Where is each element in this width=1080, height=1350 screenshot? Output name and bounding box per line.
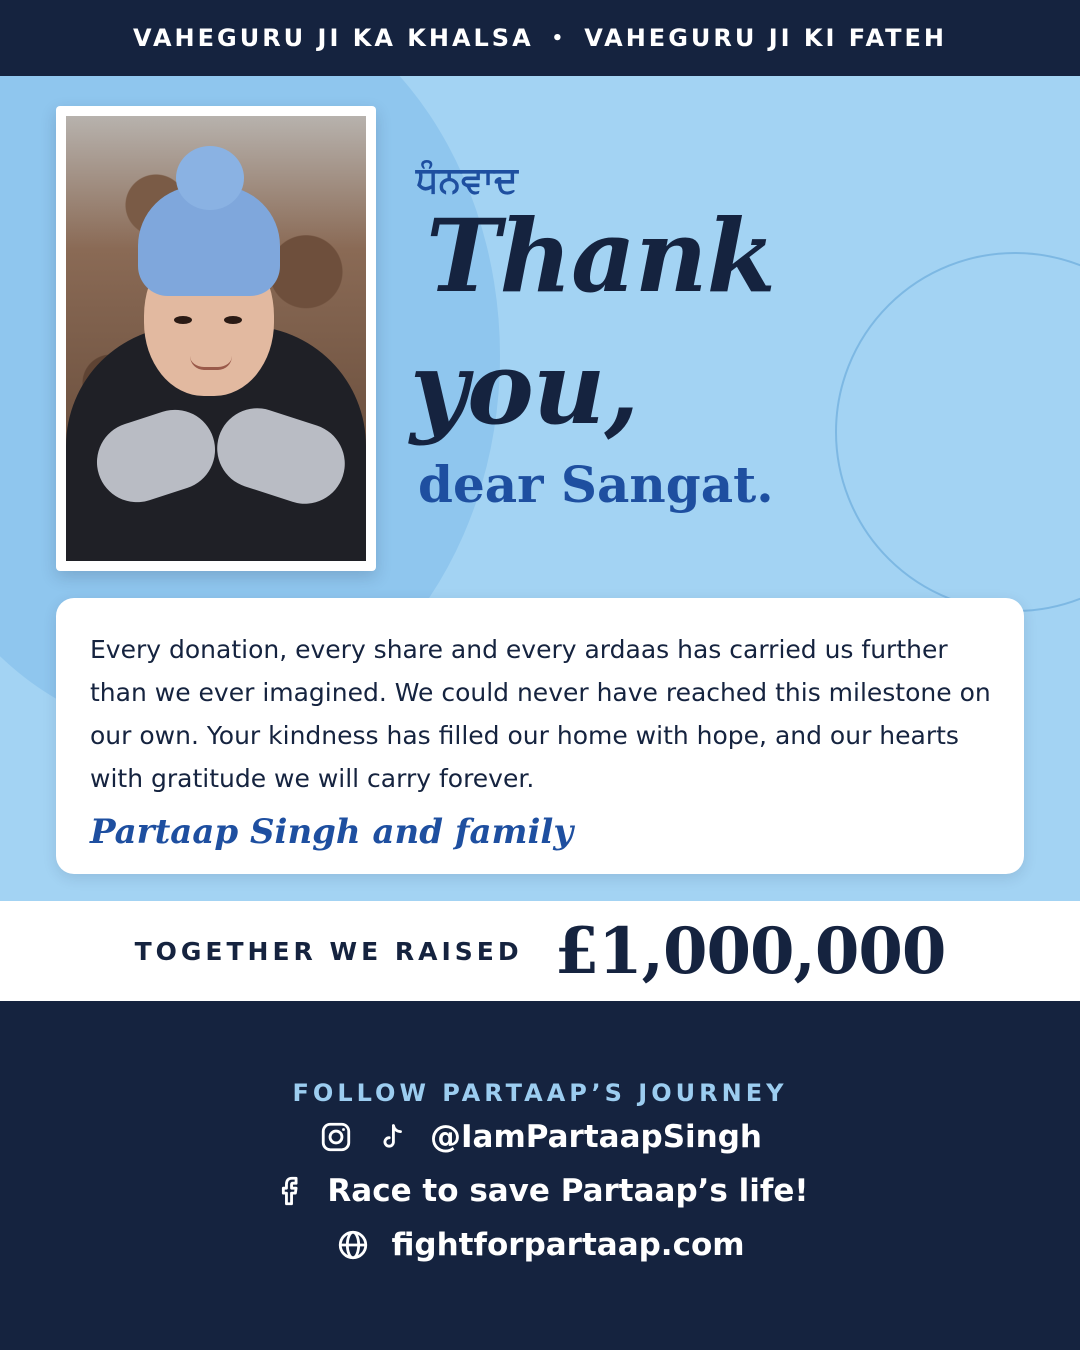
facebook-row: [0, 1173, 1080, 1209]
hero-section: [0, 76, 1080, 901]
globe-icon: [335, 1227, 371, 1263]
tiktok-icon[interactable]: [374, 1119, 410, 1155]
headline-dear-sangat: dear Sangat.: [418, 455, 774, 514]
message-card: [56, 598, 1024, 874]
top-banner: [0, 0, 1080, 76]
gurmukhi-thanks: ਧੰਨਵਾਦ: [416, 160, 518, 201]
child-photo: [66, 116, 366, 561]
photo-eye-left: [174, 316, 192, 324]
footer: [0, 1001, 1080, 1350]
banner-left-text: VAHEGURU JI KA KHALSA: [133, 24, 534, 52]
photo-frame: [56, 106, 376, 571]
social-handle-row: [0, 1119, 1080, 1155]
photo-turban-knot: [176, 146, 244, 210]
message-body: Every donation, every share and every ardaas has carried us further than we ever imagined. We could never have reached this milestone on our own. Your kindness has filled our home with hope, and our hearts with gratitude we will carry forever.: [90, 635, 991, 793]
raised-band: [0, 901, 1080, 1001]
raised-label: TOGETHER WE RAISED: [134, 936, 523, 966]
headline-thank: Thank: [426, 197, 775, 315]
website-link[interactable]: fightforpartaap.com: [391, 1227, 745, 1263]
signature: Partaap Singh and family: [90, 812, 574, 852]
photo-eye-right: [224, 316, 242, 324]
instagram-icon[interactable]: [318, 1119, 354, 1155]
headline-you: you,: [410, 329, 639, 447]
decorative-ring: [835, 252, 1080, 612]
website-row: [0, 1227, 1080, 1263]
raised-amount: £1,000,000: [554, 913, 946, 989]
banner-right-text: VAHEGURU JI KI FATEH: [584, 24, 947, 52]
facebook-icon[interactable]: [271, 1173, 307, 1209]
follow-title: FOLLOW PARTAAP’S JOURNEY: [292, 1079, 788, 1107]
social-handle[interactable]: @IamPartaapSingh: [430, 1119, 762, 1155]
facebook-text[interactable]: Race to save Partaap’s life!: [327, 1173, 809, 1209]
banner-separator: •: [551, 27, 567, 49]
